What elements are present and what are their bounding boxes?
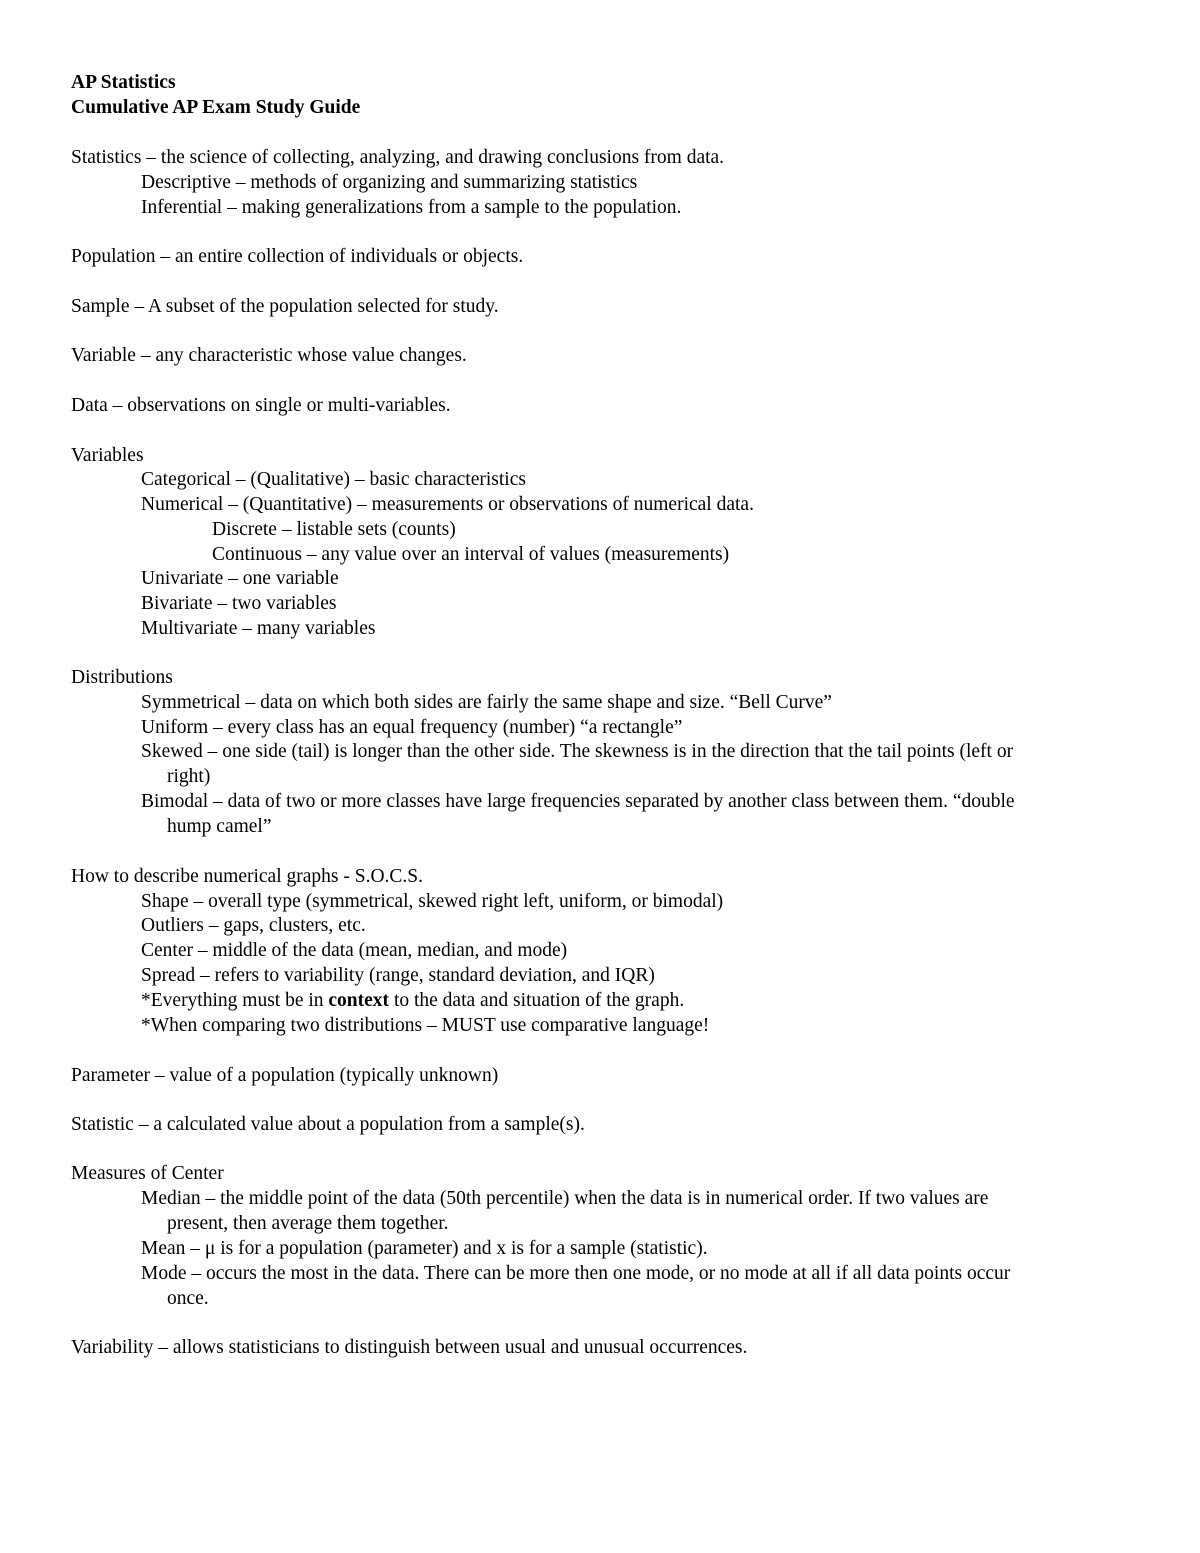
context-emphasis: context — [328, 990, 390, 1011]
bivariate-definition: Bivariate – two variables — [141, 593, 337, 614]
context-note — [141, 989, 684, 1013]
discrete-definition: Discrete – listable sets (counts) — [212, 519, 456, 540]
comparing-note: *When comparing two distributions – MUST use comparative language! — [141, 1015, 710, 1036]
shape-definition: Shape – overall type (symmetrical, skewed right left, uniform, or bimodal) — [141, 891, 724, 912]
variability-definition: Variability – allows statisticians to distinguish between usual and unusual occurrences. — [71, 1337, 748, 1358]
mode-definition-continued: once. — [167, 1288, 209, 1309]
context-note-start: *Everything must be in — [141, 990, 329, 1011]
statistic-definition: Statistic – a calculated value about a population from a sample(s). — [71, 1114, 585, 1135]
median-definition-continued: present, then average them together. — [167, 1213, 449, 1234]
outliers-definition: Outliers – gaps, clusters, etc. — [141, 915, 366, 936]
mode-definition: Mode – occurs the most in the data. There can be more then one mode, or no mode at all if all data points occur — [141, 1263, 1011, 1284]
skewed-definition: Skewed – one side (tail) is longer than the other side. The skewness is in the direction that the tail points (left or — [141, 741, 1014, 762]
bimodal-definition-continued: hump camel” — [167, 816, 272, 837]
document-subtitle: Cumulative AP Exam Study Guide — [71, 97, 361, 118]
population-definition: Population – an entire collection of individuals or objects. — [71, 246, 524, 267]
descriptive-definition: Descriptive – methods of organizing and summarizing statistics — [141, 172, 638, 193]
symmetrical-definition: Symmetrical – data on which both sides are fairly the same shape and size. “Bell Curve” — [141, 692, 832, 713]
univariate-definition: Univariate – one variable — [141, 568, 339, 589]
uniform-definition: Uniform – every class has an equal frequency (number) “a rectangle” — [141, 717, 683, 738]
socs-heading: How to describe numerical graphs - S.O.C.S. — [71, 866, 424, 887]
categorical-definition: Categorical – (Qualitative) – basic characteristics — [141, 469, 526, 490]
mean-definition: Mean – μ is for a population (parameter) and x is for a sample (statistic). — [141, 1238, 708, 1259]
variables-heading: Variables — [71, 445, 144, 466]
center-heading: Measures of Center — [71, 1163, 224, 1184]
inferential-definition: Inferential – making generalizations from a sample to the population. — [141, 197, 682, 218]
spread-definition: Spread – refers to variability (range, standard deviation, and IQR) — [141, 965, 655, 986]
data-definition: Data – observations on single or multi-variables. — [71, 395, 451, 416]
continuous-definition: Continuous – any value over an interval of values (measurements) — [212, 544, 730, 565]
center-definition: Center – middle of the data (mean, median, and mode) — [141, 940, 568, 961]
multivariate-definition: Multivariate – many variables — [141, 618, 376, 639]
skewed-definition-continued: right) — [167, 766, 211, 787]
course-title: AP Statistics — [71, 72, 176, 93]
variable-definition: Variable – any characteristic whose value changes. — [71, 345, 467, 366]
distributions-heading: Distributions — [71, 667, 173, 688]
parameter-definition: Parameter – value of a population (typically unknown) — [71, 1065, 499, 1086]
sample-definition: Sample – A subset of the population selected for study. — [71, 296, 499, 317]
numerical-definition: Numerical – (Quantitative) – measurements or observations of numerical data. — [141, 494, 754, 515]
bimodal-definition: Bimodal – data of two or more classes have large frequencies separated by another class between them. “double — [141, 791, 1015, 812]
median-definition: Median – the middle point of the data (50th percentile) when the data is in numerical order. If two values are — [141, 1188, 989, 1209]
statistics-definition: Statistics – the science of collecting, analyzing, and drawing conclusions from data. — [71, 147, 725, 168]
context-note-end: to the data and situation of the graph. — [389, 990, 685, 1011]
